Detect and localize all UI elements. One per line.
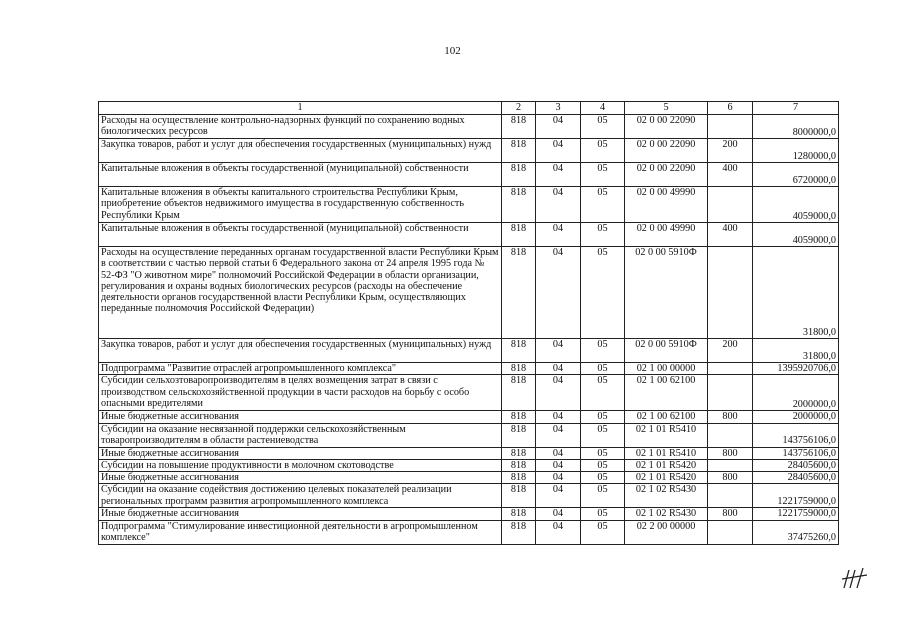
subsection-cell: 05 xyxy=(581,520,625,544)
row-name-cell: Субсидии сельхозтоваропроизводителям в целях возмещения затрат в связи с производством сельскохозяйственной продукции в части расходов на борьбу с особо опасными вредителями xyxy=(99,375,502,411)
gl-cell: 818 xyxy=(502,459,536,471)
target-article-cell: 02 1 02 R5430 xyxy=(625,508,708,520)
target-article-cell: 02 1 02 R5430 xyxy=(625,484,708,508)
target-article-cell: 02 0 00 5910Ф xyxy=(625,339,708,363)
target-article-cell: 02 1 01 R5410 xyxy=(625,447,708,459)
table-row xyxy=(99,459,839,471)
table-row xyxy=(99,163,839,187)
header-cell: 6 xyxy=(708,102,753,115)
section-cell: 04 xyxy=(536,139,581,163)
target-article-cell: 02 0 00 22090 xyxy=(625,139,708,163)
row-name-cell: Иные бюджетные ассигнования xyxy=(99,472,502,484)
table-row xyxy=(99,139,839,163)
subsection-cell: 05 xyxy=(581,375,625,411)
section-cell: 04 xyxy=(536,459,581,471)
header-cell: 3 xyxy=(536,102,581,115)
row-name-cell: Капитальные вложения в объекты капитального строительства Республики Крым, приобретение объектов недвижимого имущества в государственную собственность Республики Крым xyxy=(99,187,502,223)
amount-cell: 8000000,0 xyxy=(753,115,839,139)
row-name-cell: Субсидии на оказание содействия достижению целевых показателей реализации региональных программ развития агропромышленного комплекса xyxy=(99,484,502,508)
section-cell: 04 xyxy=(536,484,581,508)
table-row xyxy=(99,247,839,339)
section-cell: 04 xyxy=(536,472,581,484)
budget-table xyxy=(98,101,839,545)
gl-cell: 818 xyxy=(502,447,536,459)
expense-type-cell: 800 xyxy=(708,508,753,520)
row-name-cell: Подпрограмма "Стимулирование инвестиционной деятельности в агропромышленном комплексе" xyxy=(99,520,502,544)
expense-type-cell xyxy=(708,375,753,411)
gl-cell: 818 xyxy=(502,520,536,544)
gl-cell: 818 xyxy=(502,411,536,423)
amount-cell: 1395920706,0 xyxy=(753,363,839,375)
table-row xyxy=(99,520,839,544)
amount-cell: 6720000,0 xyxy=(753,163,839,187)
amount-cell: 28405600,0 xyxy=(753,472,839,484)
section-cell: 04 xyxy=(536,508,581,520)
table-row xyxy=(99,472,839,484)
amount-cell: 4059000,0 xyxy=(753,223,839,247)
table-row xyxy=(99,187,839,223)
row-name-cell: Капитальные вложения в объекты государственной (муниципальной) собственности xyxy=(99,163,502,187)
target-article-cell: 02 1 00 00000 xyxy=(625,363,708,375)
expense-type-cell: 400 xyxy=(708,163,753,187)
expense-type-cell: 800 xyxy=(708,411,753,423)
amount-cell: 143756106,0 xyxy=(753,447,839,459)
subsection-cell: 05 xyxy=(581,115,625,139)
target-article-cell: 02 0 00 22090 xyxy=(625,163,708,187)
section-cell: 04 xyxy=(536,363,581,375)
row-name-cell: Иные бюджетные ассигнования xyxy=(99,447,502,459)
header-cell: 5 xyxy=(625,102,708,115)
subsection-cell: 05 xyxy=(581,163,625,187)
table-row xyxy=(99,423,839,447)
target-article-cell: 02 0 00 5910Ф xyxy=(625,247,708,339)
expense-type-cell xyxy=(708,115,753,139)
table-body xyxy=(99,115,839,545)
gl-cell: 818 xyxy=(502,223,536,247)
section-cell: 04 xyxy=(536,187,581,223)
row-name-cell: Расходы на осуществление переданных органам государственной власти Республики Крым в соответствии с частью первой статьи 6 Федерального закона от 24 апреля 1995 года № 52-ФЗ "О животном мире" полномочий Российской Федерации в области организации, регулирования и охраны водных биологических ресурсов (расходы на обеспечение деятельности органов государственной власти Республики Крым, осуществляющих переданные полномочия Российской Федерации) xyxy=(99,247,502,339)
expense-type-cell: 200 xyxy=(708,339,753,363)
expense-type-cell xyxy=(708,247,753,339)
amount-cell: 1221759000,0 xyxy=(753,484,839,508)
row-name-cell: Иные бюджетные ассигнования xyxy=(99,411,502,423)
target-article-cell: 02 1 01 R5420 xyxy=(625,472,708,484)
amount-cell: 31800,0 xyxy=(753,339,839,363)
expense-type-cell xyxy=(708,423,753,447)
expense-type-cell: 800 xyxy=(708,472,753,484)
table-row xyxy=(99,375,839,411)
row-name-cell: Субсидии на оказание несвязанной поддержки сельскохозяйственным товаропроизводителям в области растениеводства xyxy=(99,423,502,447)
subsection-cell: 05 xyxy=(581,508,625,520)
target-article-cell: 02 1 01 R5410 xyxy=(625,423,708,447)
amount-cell: 143756106,0 xyxy=(753,423,839,447)
gl-cell: 818 xyxy=(502,339,536,363)
expense-type-cell xyxy=(708,363,753,375)
table-row xyxy=(99,447,839,459)
target-article-cell: 02 2 00 00000 xyxy=(625,520,708,544)
gl-cell: 818 xyxy=(502,375,536,411)
gl-cell: 818 xyxy=(502,484,536,508)
section-cell: 04 xyxy=(536,115,581,139)
target-article-cell: 02 1 01 R5420 xyxy=(625,459,708,471)
gl-cell: 818 xyxy=(502,423,536,447)
amount-cell: 4059000,0 xyxy=(753,187,839,223)
row-name-cell: Капитальные вложения в объекты государственной (муниципальной) собственности xyxy=(99,223,502,247)
amount-cell: 1221759000,0 xyxy=(753,508,839,520)
row-name-cell: Субсидии на повышение продуктивности в молочном скотоводстве xyxy=(99,459,502,471)
header-cell: 2 xyxy=(502,102,536,115)
row-name-cell: Подпрограмма "Развитие отраслей агропромышленного комплекса" xyxy=(99,363,502,375)
subsection-cell: 05 xyxy=(581,363,625,375)
section-cell: 04 xyxy=(536,520,581,544)
table-row xyxy=(99,484,839,508)
section-cell: 04 xyxy=(536,411,581,423)
section-cell: 04 xyxy=(536,163,581,187)
row-name-cell: Иные бюджетные ассигнования xyxy=(99,508,502,520)
expense-type-cell: 400 xyxy=(708,223,753,247)
target-article-cell: 02 0 00 22090 xyxy=(625,115,708,139)
amount-cell: 37475260,0 xyxy=(753,520,839,544)
table-row xyxy=(99,223,839,247)
subsection-cell: 05 xyxy=(581,339,625,363)
expense-type-cell xyxy=(708,459,753,471)
gl-cell: 818 xyxy=(502,472,536,484)
handwritten-page-mark xyxy=(840,566,870,590)
expense-type-cell xyxy=(708,520,753,544)
subsection-cell: 05 xyxy=(581,247,625,339)
target-article-cell: 02 0 00 49990 xyxy=(625,187,708,223)
expense-type-cell xyxy=(708,484,753,508)
table-row xyxy=(99,115,839,139)
table-header xyxy=(99,102,839,115)
subsection-cell: 05 xyxy=(581,423,625,447)
gl-cell: 818 xyxy=(502,508,536,520)
row-name-cell: Закупка товаров, работ и услуг для обеспечения государственных (муниципальных) нужд xyxy=(99,139,502,163)
subsection-cell: 05 xyxy=(581,139,625,163)
gl-cell: 818 xyxy=(502,115,536,139)
gl-cell: 818 xyxy=(502,247,536,339)
subsection-cell: 05 xyxy=(581,187,625,223)
gl-cell: 818 xyxy=(502,163,536,187)
expense-type-cell xyxy=(708,187,753,223)
subsection-cell: 05 xyxy=(581,447,625,459)
subsection-cell: 05 xyxy=(581,411,625,423)
row-name-cell: Расходы на осуществление контрольно-надзорных функций по сохранению водных биологических ресурсов xyxy=(99,115,502,139)
subsection-cell: 05 xyxy=(581,484,625,508)
gl-cell: 818 xyxy=(502,363,536,375)
section-cell: 04 xyxy=(536,223,581,247)
page-number: 102 xyxy=(444,45,461,57)
amount-cell: 2000000,0 xyxy=(753,411,839,423)
table-row xyxy=(99,339,839,363)
amount-cell: 2000000,0 xyxy=(753,375,839,411)
gl-cell: 818 xyxy=(502,139,536,163)
expense-type-cell: 800 xyxy=(708,447,753,459)
amount-cell: 28405600,0 xyxy=(753,459,839,471)
amount-cell: 1280000,0 xyxy=(753,139,839,163)
amount-cell: 31800,0 xyxy=(753,247,839,339)
row-name-cell: Закупка товаров, работ и услуг для обеспечения государственных (муниципальных) нужд xyxy=(99,339,502,363)
section-cell: 04 xyxy=(536,375,581,411)
subsection-cell: 05 xyxy=(581,459,625,471)
expense-type-cell: 200 xyxy=(708,139,753,163)
target-article-cell: 02 1 00 62100 xyxy=(625,375,708,411)
section-cell: 04 xyxy=(536,423,581,447)
header-cell: 7 xyxy=(753,102,839,115)
header-cell: 1 xyxy=(99,102,502,115)
subsection-cell: 05 xyxy=(581,223,625,247)
section-cell: 04 xyxy=(536,247,581,339)
target-article-cell: 02 0 00 49990 xyxy=(625,223,708,247)
subsection-cell: 05 xyxy=(581,472,625,484)
section-cell: 04 xyxy=(536,339,581,363)
table-row xyxy=(99,508,839,520)
gl-cell: 818 xyxy=(502,187,536,223)
table-row xyxy=(99,363,839,375)
table-row xyxy=(99,411,839,423)
target-article-cell: 02 1 00 62100 xyxy=(625,411,708,423)
header-row xyxy=(99,102,839,115)
header-cell: 4 xyxy=(581,102,625,115)
section-cell: 04 xyxy=(536,447,581,459)
